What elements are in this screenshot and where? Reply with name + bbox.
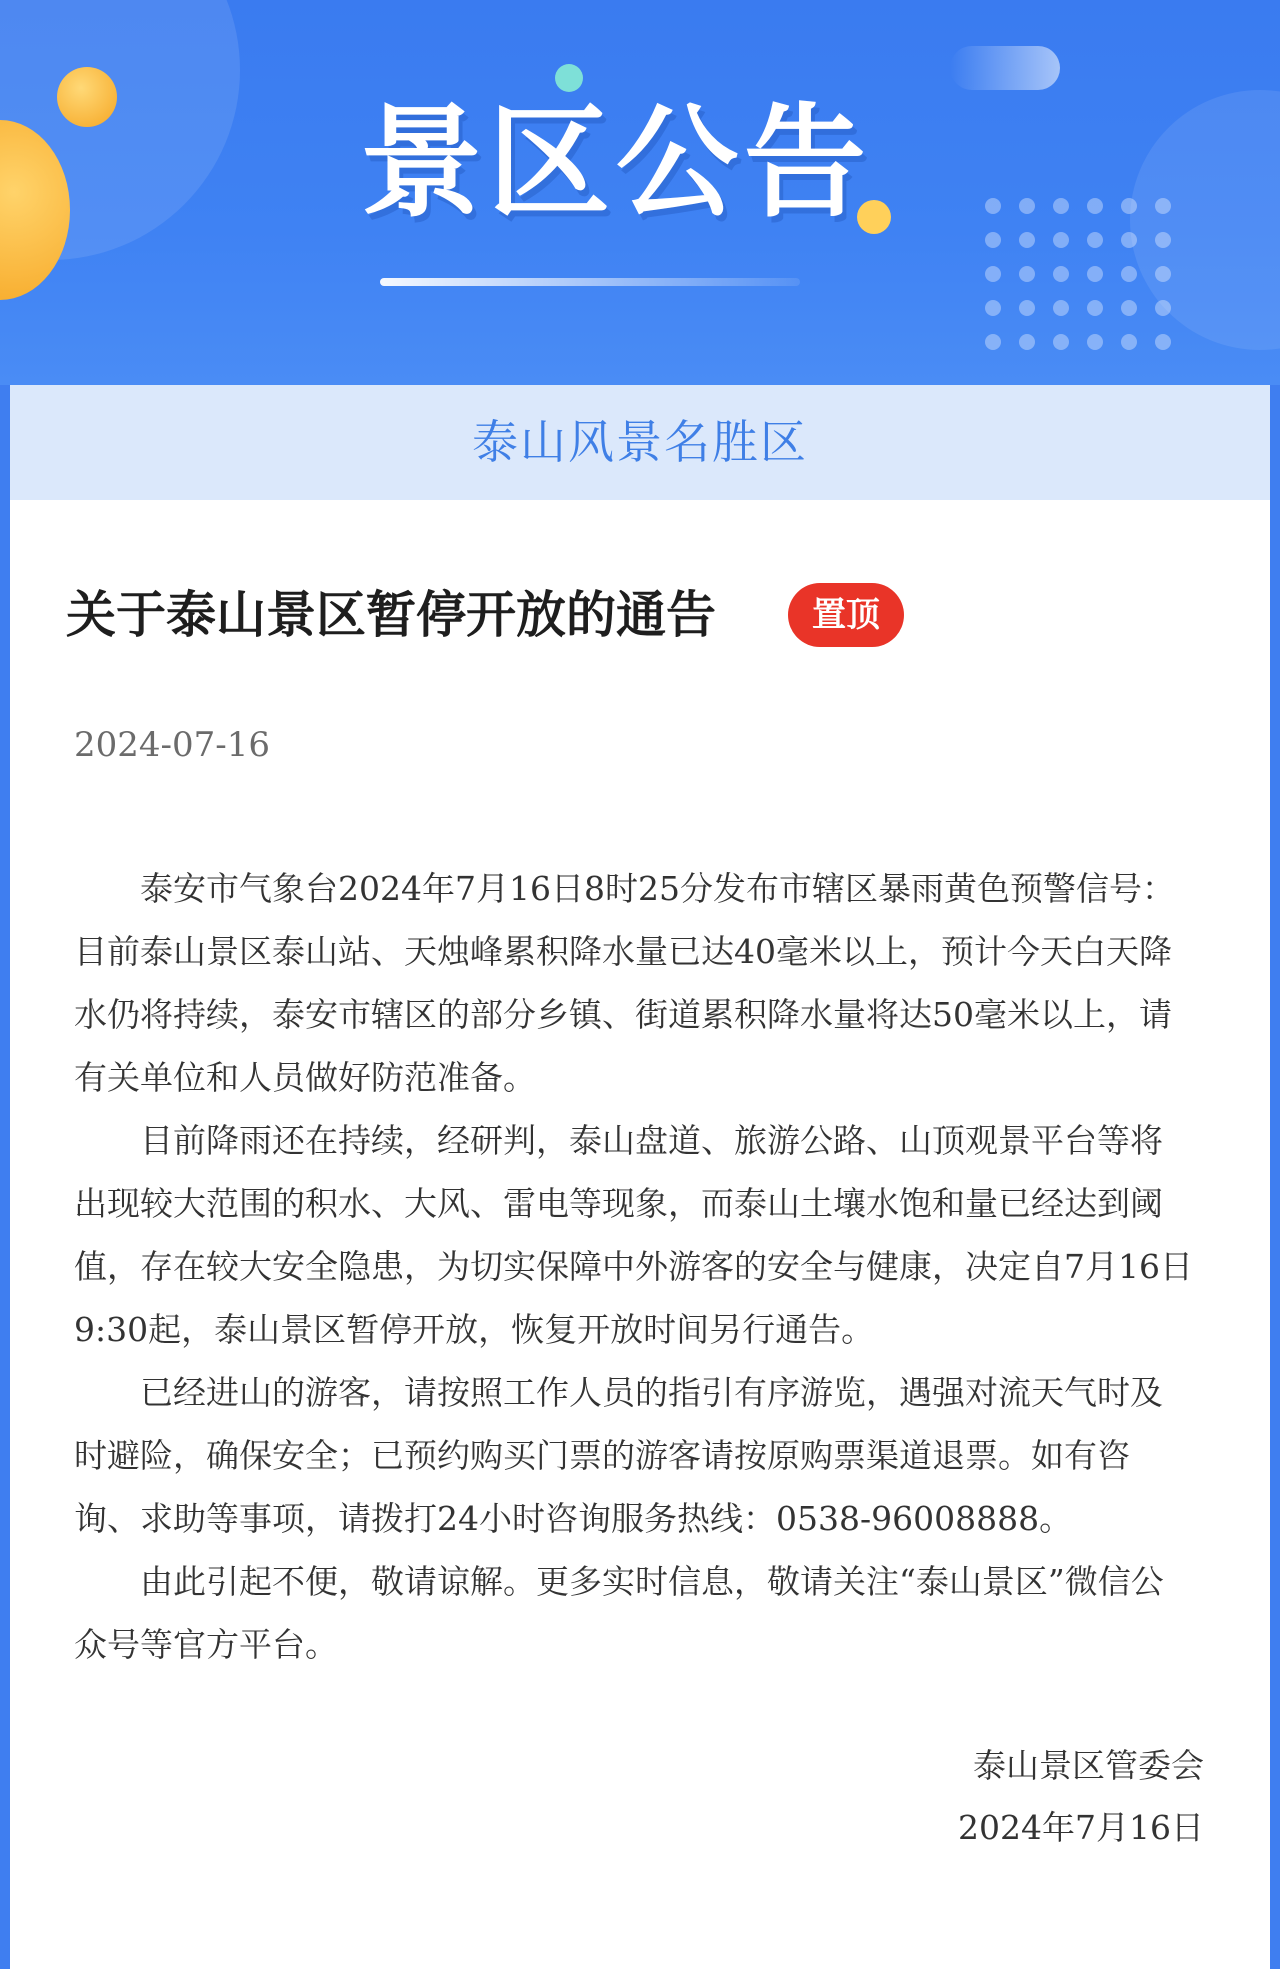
notice-paragraph: 已经进山的游客，请按照工作人员的指引有序游览，遇强对流天气时及时避险，确保安全；已预约购买门票的游客请按原购票渠道退票。如有咨询、求助等事项，请拨打24小时咨询服务热线：0538-96008888。 [74, 1373, 1163, 1538]
banner-title: 景区公告 [360, 92, 872, 234]
notice-paragraph: 泰安市气象台2024年7月16日8时25分发布市辖区暴雨黄色预警信号：目前泰山景区泰山站、天烛峰累积降水量已达40毫米以上，预计今天白天降水仍将持续，泰安市辖区的部分乡镇、街道累积降水量将达50毫米以上，请有关单位和人员做好防范准备。 [74, 869, 1175, 1097]
signature-org: 泰山景区管委会 [973, 1746, 1204, 1785]
notice-paragraph: 目前降雨还在持续，经研判，泰山盘道、旅游公路、山顶观景平台等将出现较大范围的积水、大风、雷电等现象，而泰山土壤水饱和量已经达到阈值，存在较大安全隐患，为切实保障中外游客的安全与健康，决定自7月16日9:30起，泰山景区暂停开放，恢复开放时间另行通告。 [74, 1121, 1193, 1349]
publish-date: 2024-07-16 [74, 725, 271, 765]
header-banner [0, 0, 1280, 385]
signature-date: 2024年7月16日 [958, 1808, 1204, 1847]
banner-underline [380, 278, 800, 286]
notice-title: 关于泰山景区暂停开放的通告 [66, 586, 716, 644]
decor-pill [950, 46, 1060, 90]
decor-orange-dot [57, 67, 117, 127]
organization-name: 泰山风景名胜区 [10, 385, 1270, 500]
pinned-badge: 置顶 [788, 583, 904, 647]
signature-block [958, 1735, 1204, 1859]
notice-body [74, 857, 1194, 1676]
decor-dot-grid [985, 198, 1185, 358]
notice-paragraph: 由此引起不便，敬请谅解。更多实时信息，敬请关注“泰山景区”微信公众号等官方平台。 [74, 1562, 1164, 1664]
